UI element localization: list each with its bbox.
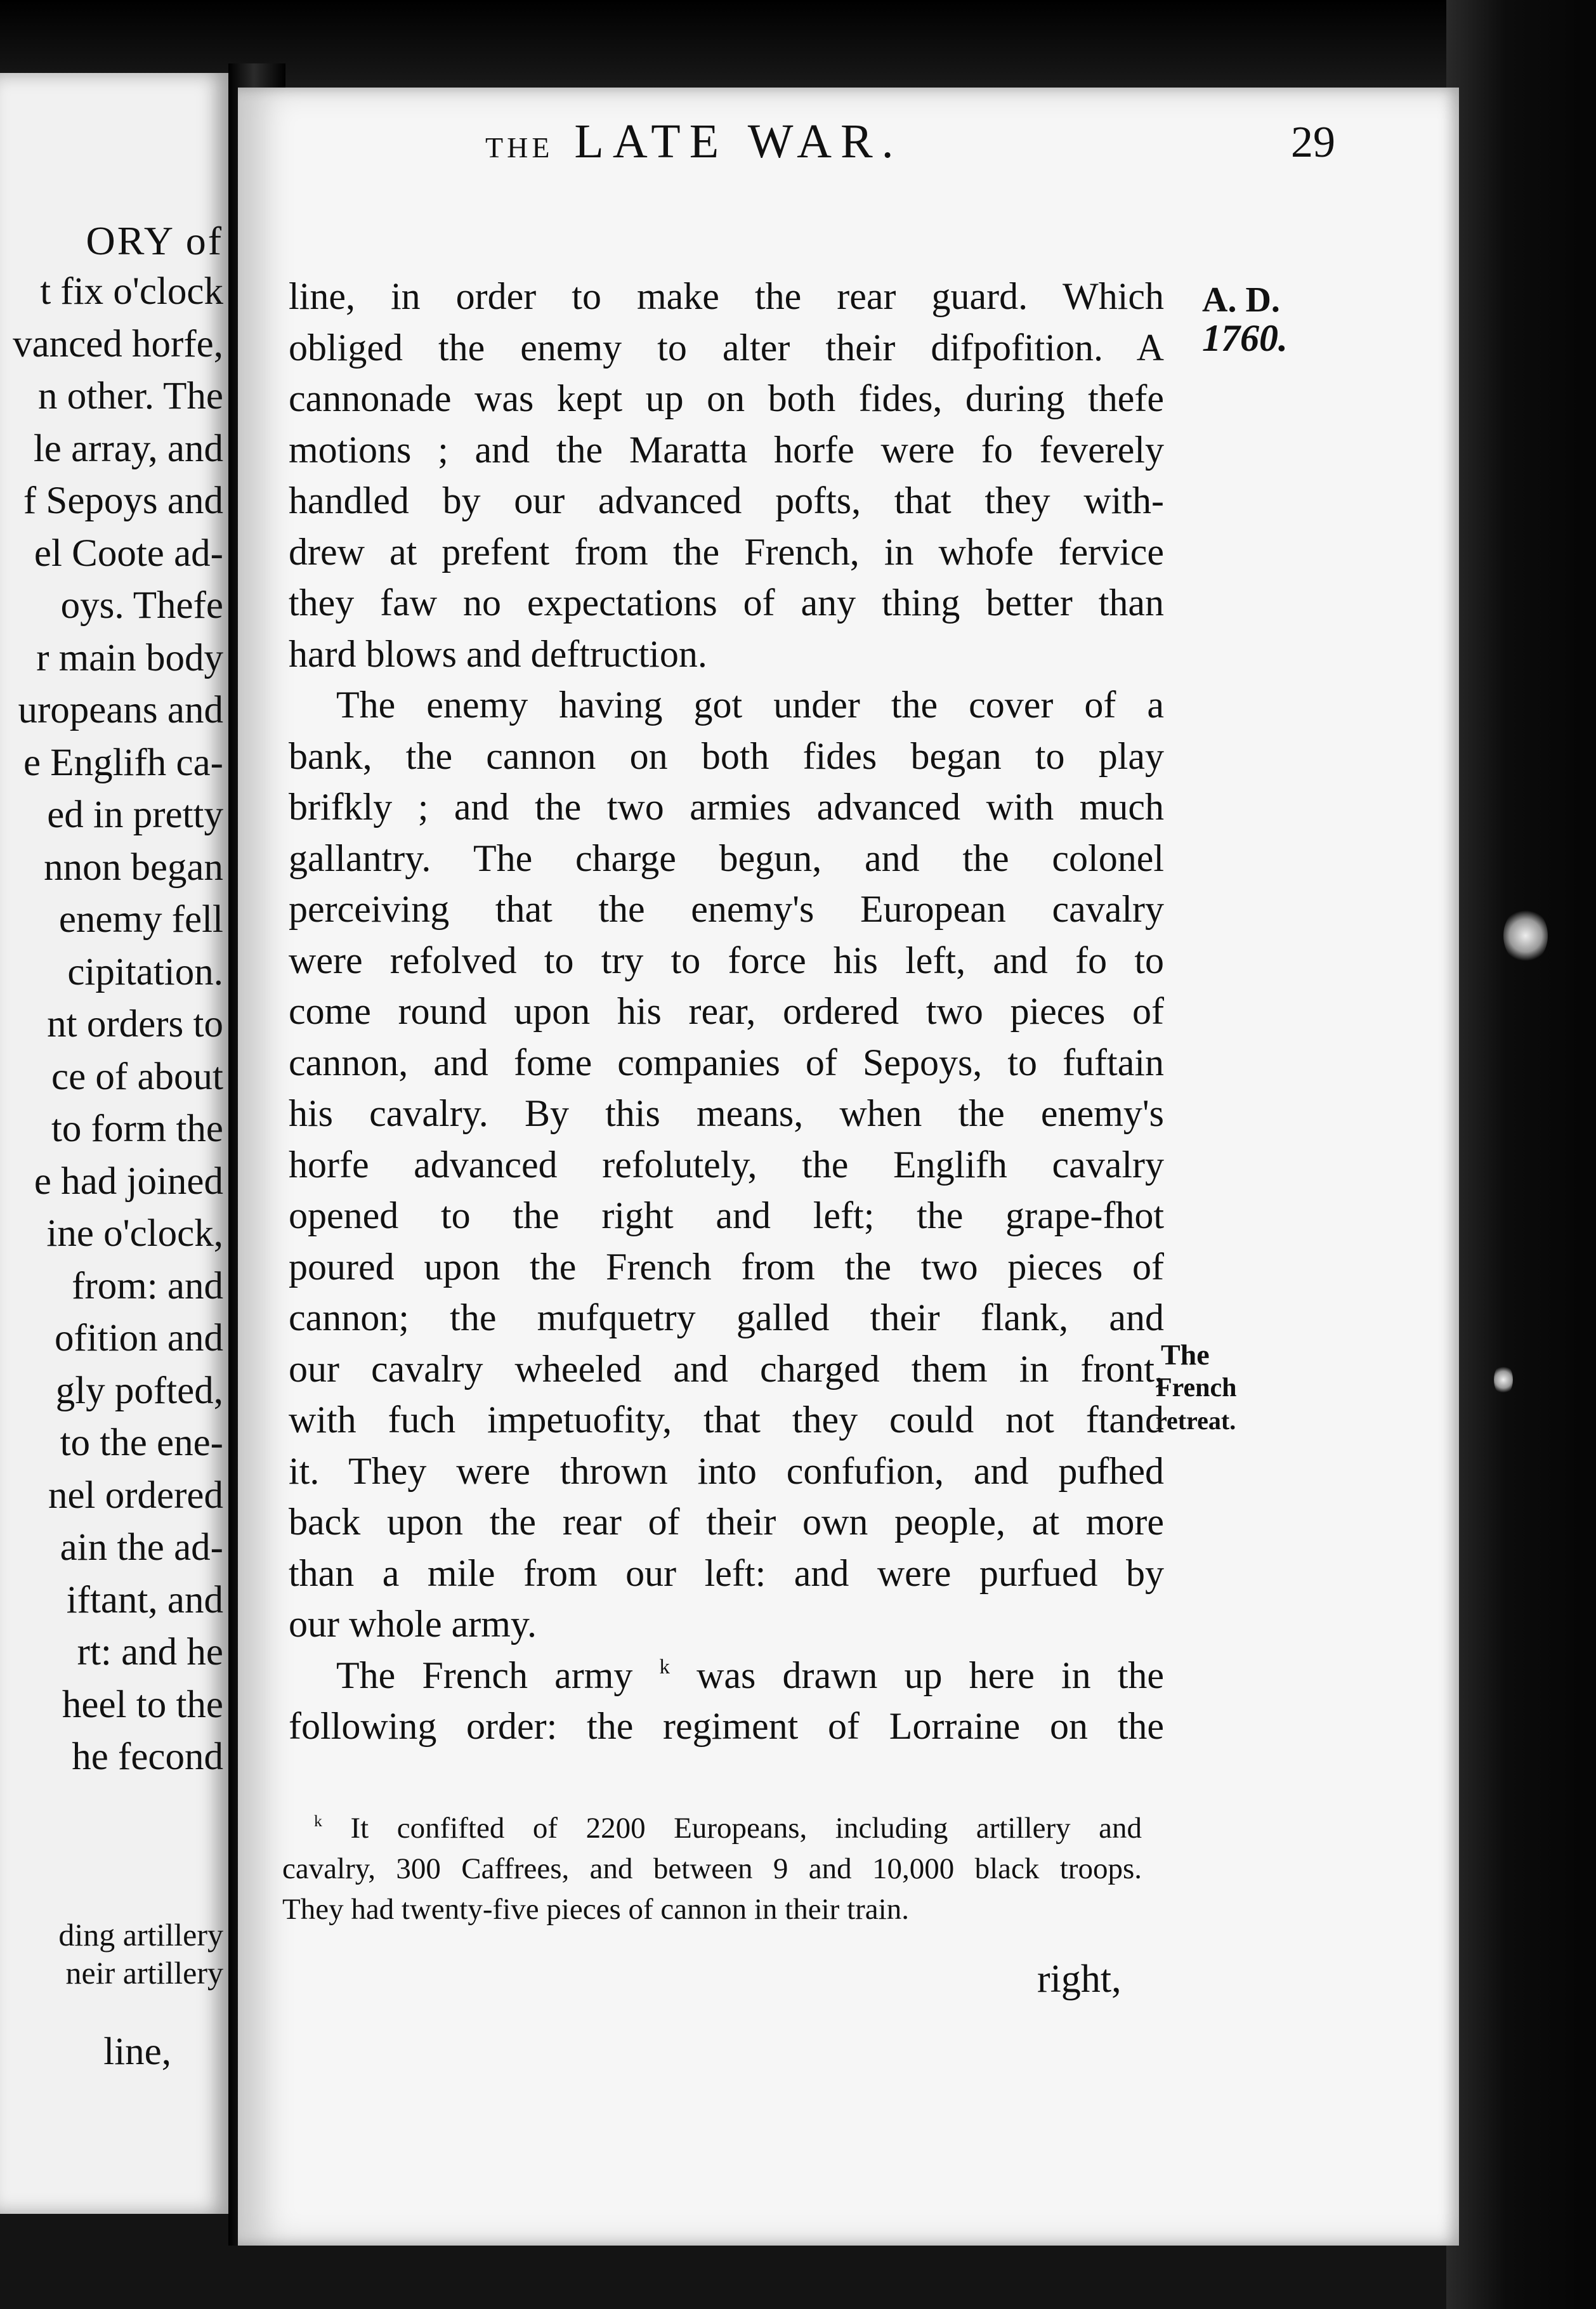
left-text-line: vanced horfe, bbox=[13, 322, 223, 365]
left-text-line: to form the bbox=[51, 1108, 223, 1150]
main-text-body bbox=[289, 271, 1164, 1752]
left-text-line: rt: and he bbox=[77, 1631, 223, 1673]
left-text-line: uropeans and bbox=[18, 689, 223, 731]
catchword: right, bbox=[1037, 1958, 1122, 2001]
margin-note-line: The bbox=[1161, 1338, 1210, 1371]
text-line: poured upon the French from the two pieces of bbox=[289, 1245, 1164, 1288]
text-line: with fuch impetuofity, that they could not ftand bbox=[289, 1399, 1164, 1441]
left-text-line: el Coote ad- bbox=[34, 532, 223, 575]
text-line: brifkly ; and the two armies advanced with much bbox=[289, 786, 1164, 828]
text-line: cannon; the mufquetry galled their flank, and bbox=[289, 1297, 1164, 1338]
left-text-line: r main body bbox=[36, 636, 223, 679]
text-line: his cavalry. By this means, when the enemy's bbox=[289, 1092, 1164, 1134]
text-line: were refolved to try to force his left, and fo to bbox=[289, 939, 1164, 981]
left-text-line: nt orders to bbox=[47, 1003, 223, 1045]
text-line: they faw no expectations of any thing better than bbox=[289, 582, 1164, 624]
left-text-line: iftant, and bbox=[66, 1578, 223, 1621]
left-text-line: gly pofted, bbox=[55, 1369, 223, 1412]
left-text-line: t fix o'clock bbox=[40, 270, 223, 313]
text-line: cannonade was kept up on both fides, during thefe bbox=[289, 377, 1164, 419]
text-line: drew at prefent from the French, in whofe fervice bbox=[289, 530, 1164, 573]
text-line: our cavalry wheeled and charged them in front, bbox=[289, 1347, 1164, 1390]
margin-note-line: retreat. bbox=[1156, 1406, 1236, 1435]
left-text-line: enemy fell bbox=[58, 898, 223, 941]
text-line: gallantry. The charge begun, and the colonel bbox=[289, 837, 1164, 879]
left-text-line: to the ene- bbox=[60, 1422, 223, 1464]
scan-background-right bbox=[1446, 0, 1596, 2309]
left-footnote-line: neir artillery bbox=[65, 1955, 223, 1991]
text-line: it. They were thrown into confufion, and pufhed bbox=[289, 1449, 1164, 1492]
text-line: opened to the right and left; the grape-fhot bbox=[289, 1194, 1164, 1236]
footnote-reference: k bbox=[659, 1655, 670, 1678]
left-text-line: n other. The bbox=[38, 375, 223, 417]
left-text-line: from: and bbox=[72, 1264, 223, 1307]
text-line: horfe advanced refolutely, the Englifh cavalry bbox=[289, 1143, 1164, 1186]
left-text-line: f Sepoys and bbox=[23, 480, 223, 522]
left-text-line: nnon began bbox=[44, 846, 223, 889]
text-line: motions ; and the Maratta horfe were fo feverely bbox=[289, 428, 1164, 471]
left-footnote-line: ding artillery bbox=[58, 1917, 223, 1953]
text-line: come round upon his rear, ordered two pieces of bbox=[289, 990, 1164, 1032]
left-text-line: ofition and bbox=[55, 1317, 223, 1359]
running-head bbox=[485, 114, 1012, 178]
left-text-line: nel ordered bbox=[48, 1474, 223, 1517]
page-number: 29 bbox=[1291, 118, 1335, 167]
left-text-line: cipitation. bbox=[67, 950, 223, 993]
running-head-title: LATE WAR. bbox=[574, 115, 903, 168]
left-text-line: ed in pretty bbox=[47, 794, 223, 836]
text-line: handled by our advanced pofts, that they with- bbox=[289, 480, 1164, 521]
text-line: our whole army. bbox=[289, 1603, 537, 1645]
text-line: The French army $^k$ was drawn up here in the bbox=[336, 1654, 1164, 1696]
text-line: line, in order to make the rear guard. Which bbox=[289, 275, 1164, 317]
left-running-head: ORY of bbox=[86, 218, 223, 263]
scan-speck bbox=[1503, 907, 1548, 964]
left-catchword: line, bbox=[103, 2031, 171, 2073]
text-line: following order: the regiment of Lorraine on the bbox=[289, 1705, 1164, 1747]
left-text-line: ce of about bbox=[51, 1055, 223, 1098]
footnote-mark: k bbox=[314, 1811, 322, 1830]
scan-speck bbox=[1494, 1364, 1513, 1396]
text-line: The enemy having got under the cover of a bbox=[336, 684, 1164, 726]
paragraph bbox=[289, 1650, 1164, 1752]
left-text-line: e Englifh ca- bbox=[23, 741, 223, 784]
text-line: bank, the cannon on both fides began to play bbox=[289, 735, 1164, 777]
paragraph bbox=[289, 679, 1164, 1650]
text-line: cannon, and fome companies of Sepoys, to fuftain bbox=[289, 1041, 1164, 1083]
left-text-line: e had joined bbox=[34, 1160, 223, 1203]
footnote-line: cavalry, 300 Caffrees, and between 9 and 10,000 black troops. bbox=[282, 1852, 1142, 1885]
text-line: perceiving that the enemy's European cavalry bbox=[289, 888, 1164, 930]
margin-note-line: French bbox=[1156, 1373, 1237, 1403]
facing-page-left bbox=[0, 73, 228, 2214]
footnote-line: They had twenty-five pieces of cannon in their train. bbox=[282, 1893, 909, 1926]
left-text-line: le array, and bbox=[33, 427, 223, 470]
left-text-line: ine o'clock, bbox=[46, 1212, 223, 1255]
footnote-line: $^k$ It confifted of 2200 Europeans, including artillery and bbox=[314, 1811, 1142, 1845]
text-line: hard blows and deftruction. bbox=[289, 632, 707, 675]
text-line: obliged the enemy to alter their difpofition. A bbox=[289, 326, 1164, 369]
footnote bbox=[282, 1808, 1142, 1930]
text-line: back upon the rear of their own people, at more bbox=[289, 1501, 1164, 1543]
left-text-line: heel to the bbox=[62, 1683, 223, 1726]
left-text-line: he fecond bbox=[72, 1736, 223, 1778]
margin-date-year: 1760. bbox=[1202, 317, 1288, 359]
left-text-line: ain the ad- bbox=[60, 1526, 223, 1569]
left-text-line: oys. Thefe bbox=[60, 584, 223, 627]
running-head-the: THE bbox=[485, 131, 554, 164]
paragraph bbox=[289, 271, 1164, 679]
text-line: than a mile from our left: and were purfued by bbox=[289, 1552, 1164, 1594]
margin-date-label: A. D. bbox=[1202, 280, 1280, 320]
